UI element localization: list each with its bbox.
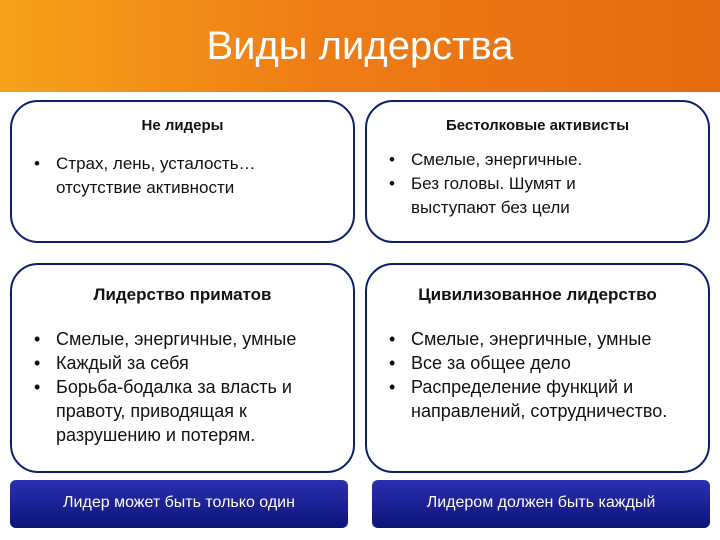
banner-left: Лидер может быть только один [10,480,348,528]
card-heading: Не лидеры [141,117,224,134]
card-bullet-list [385,148,665,220]
card-bullet-list [30,327,340,447]
card-bullet-list [385,327,695,423]
list-item: • Страх, лень, усталость… отсутствие активности [30,152,330,200]
list-item: • Смелые, энергичные, умные [385,327,695,351]
card-bullet-list [30,152,330,200]
card-heading: Бестолковые активисты [445,117,630,134]
list-item: • Смелые, энергичные. [385,148,665,172]
card-heading: Лидерство приматов [93,285,272,304]
banner-right: Лидером должен быть каждый [372,480,710,528]
slide-title: Виды лидерства [206,24,514,68]
list-item: • Без головы. Шумят и выступают без цели [385,172,621,220]
card-civilized-leadership [365,263,710,473]
card-heading: Цивилизованное лидерство [418,285,657,304]
list-item: • Распределение функций и направлений, сотрудничество. [385,375,671,423]
card-non-leaders [10,100,355,243]
list-item: • Все за общее дело [385,351,695,375]
list-item: • Смелые, энергичные, умные [30,327,340,351]
list-item: • Каждый за себя [30,351,340,375]
list-item: • Борьба-бодалка за власть и правоту, приводящая к разрушению и потерям. [30,375,340,447]
card-primate-leadership [10,263,355,473]
card-clueless-activists [365,100,710,243]
